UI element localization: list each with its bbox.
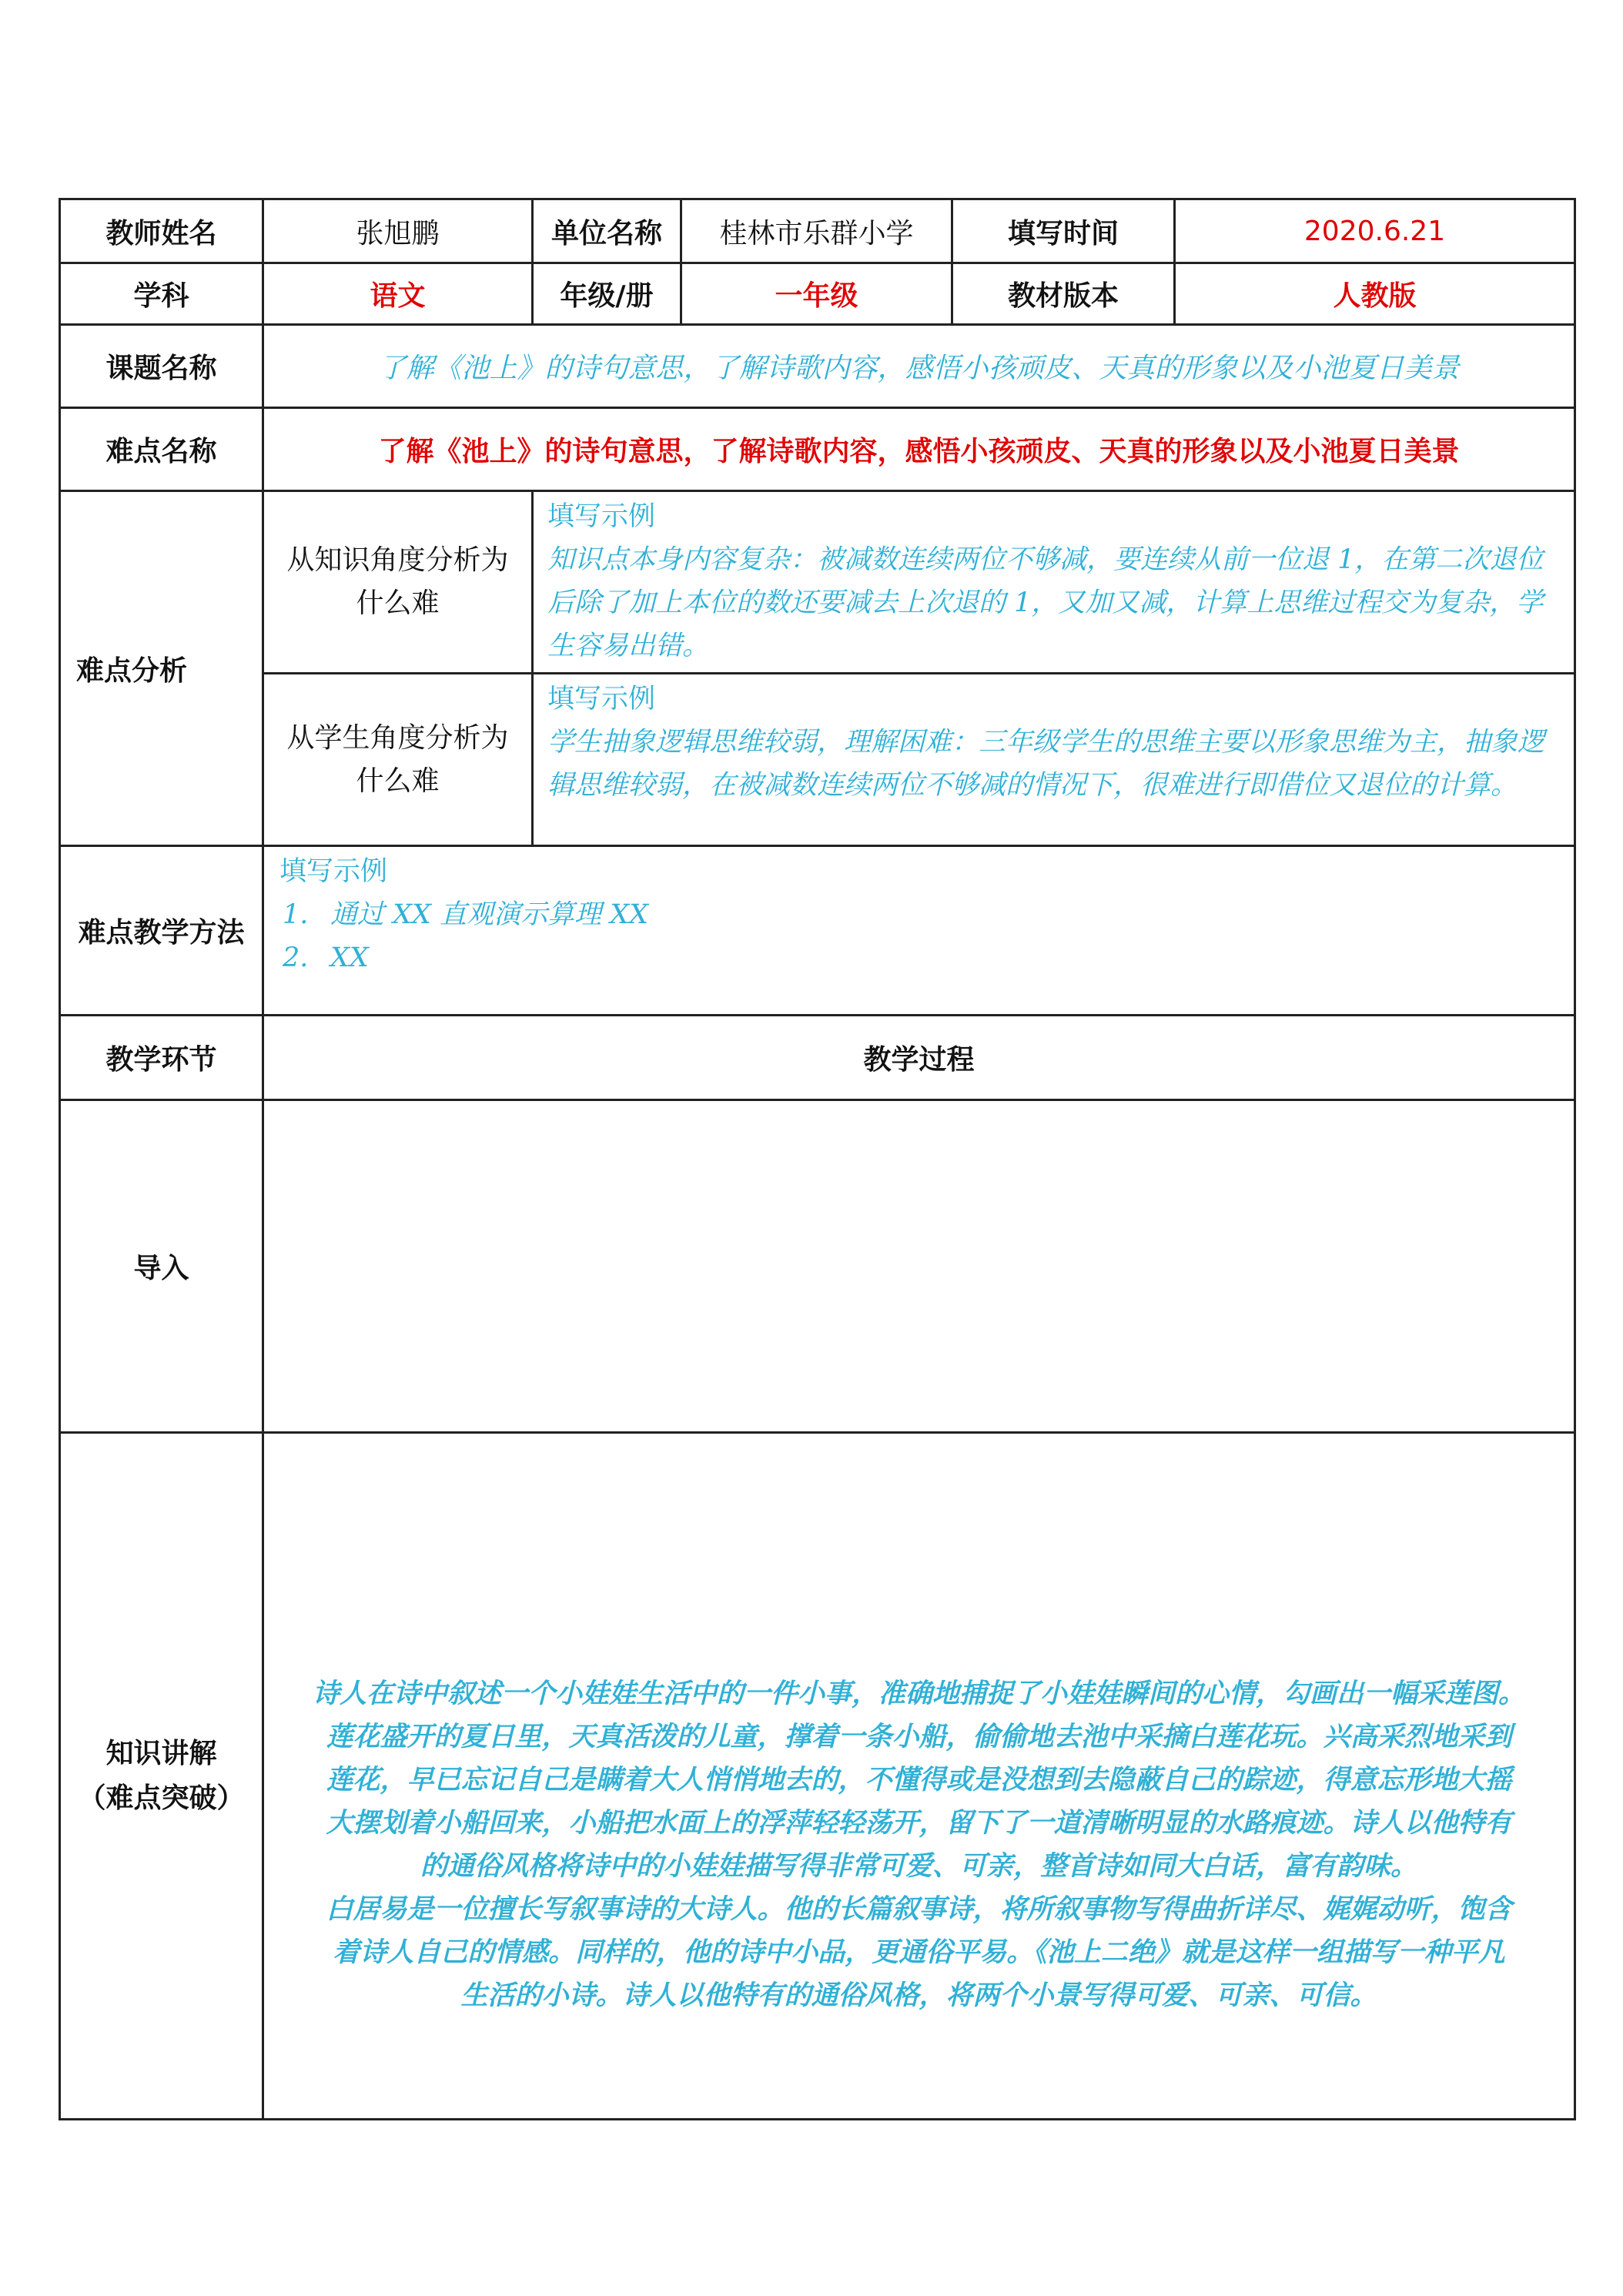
lesson-plan-table	[59, 198, 1576, 2120]
unit-label: 单位名称	[533, 199, 681, 263]
knowledge-explain-label-line2: （难点突破）	[78, 1782, 245, 1814]
method-item-number: 1.	[283, 899, 309, 930]
knowledge-line: 白居易是一位擅长写叙事诗的大诗人。他的长篇叙事诗，将所叙事物写得曲折详尽、娓娓动听，饱含	[326, 1893, 1512, 1925]
knowledge-line: 着诗人自己的情感。同样的，他的诗中小品，更通俗平易。《池上二绝》就是这样一组描写一种平凡	[333, 1936, 1505, 1968]
method-item-text: XX	[330, 942, 369, 973]
knowledge-example-text: 知识点本身内容复杂：被减数连续两位不够减，要连续从前一位退 1，在第二次退位后除了加上本位的数还要减去上次退的 1，又加又减，计算上思维过程交为复杂，学生容易出错。	[547, 544, 1544, 661]
difficulty-label: 难点名称	[60, 408, 263, 491]
student-angle-label	[263, 674, 533, 846]
topic-label: 课题名称	[60, 325, 263, 408]
process-label: 教学过程	[263, 1016, 1575, 1100]
process-header-row	[60, 1016, 1575, 1100]
method-item-text: 通过 XX 直观演示算理 XX	[330, 899, 649, 930]
knowledge-explain-label-line1: 知识讲解	[105, 1737, 217, 1769]
knowledge-example-header: 填写示例	[547, 501, 656, 532]
edition-label: 教材版本	[952, 263, 1175, 325]
method-item	[279, 936, 1558, 979]
methods-row	[60, 846, 1575, 1016]
knowledge-explain-content	[263, 1433, 1575, 2120]
knowledge-line: 诗人在诗中叙述一个小娃娃生活中的一件小事，准确地捕捉了小娃娃瞬间的心情，勾画出一幅采莲图。	[312, 1678, 1525, 1709]
knowledge-angle-label-line1: 从知识角度分析为	[286, 544, 509, 576]
edition-value: 人教版	[1175, 263, 1575, 325]
intro-label: 导入	[60, 1100, 263, 1433]
knowledge-line: 莲花盛开的夏日里，天真活泼的儿童，撑着一条小船，偷偷地去池中采摘白莲花玩。兴高采烈地采到	[326, 1721, 1512, 1752]
unit-name: 桂林市乐群小学	[681, 199, 952, 263]
subject-label: 学科	[60, 263, 263, 325]
knowledge-row	[60, 1433, 1575, 2120]
date-label: 填写时间	[952, 199, 1175, 263]
subject-value: 语文	[263, 263, 533, 325]
difficulty-row	[60, 408, 1575, 491]
analysis-student-row	[60, 674, 1575, 846]
method-item-number: 2.	[283, 942, 309, 973]
difficulty-value: 了解《池上》的诗句意思，了解诗歌内容，感悟小孩顽皮、天真的形象以及小池夏日美景	[263, 408, 1575, 491]
student-angle-label-line2: 什么难	[356, 765, 440, 797]
stage-label: 教学环节	[60, 1016, 263, 1100]
methods-content	[263, 846, 1575, 1016]
analysis-label: 难点分析	[60, 491, 263, 846]
lesson-plan-sheet	[59, 198, 1574, 2120]
intro-row	[60, 1100, 1575, 1433]
intro-content	[263, 1100, 1575, 1433]
methods-label: 难点教学方法	[60, 846, 263, 1016]
knowledge-explain-label	[60, 1433, 263, 2120]
knowledge-line: 莲花，早已忘记自己是瞒着大人悄悄地去的，不懂得或是没想到去隐蔽自己的踪迹，得意忘形地大摇	[326, 1764, 1512, 1796]
student-angle-content	[533, 674, 1575, 846]
topic-value: 了解《池上》的诗句意思，了解诗歌内容，感悟小孩顽皮、天真的形象以及小池夏日美景	[263, 325, 1575, 408]
grade-value: 一年级	[681, 263, 952, 325]
knowledge-line: 大摆划着小船回来，小船把水面上的浮萍轻轻荡开，留下了一道清晰明显的水路痕迹。诗人以他特有	[326, 1807, 1512, 1839]
methods-example-header: 填写示例	[279, 856, 388, 887]
topic-row	[60, 325, 1575, 408]
info-row-1	[60, 199, 1575, 263]
info-row-2	[60, 263, 1575, 325]
knowledge-angle-label-line2: 什么难	[356, 587, 440, 619]
grade-label: 年级/册	[533, 263, 681, 325]
analysis-knowledge-row	[60, 491, 1575, 674]
teacher-label: 教师姓名	[60, 199, 263, 263]
date-value: 2020.6.21	[1175, 199, 1575, 263]
student-angle-label-line1: 从学生角度分析为	[286, 721, 509, 754]
knowledge-line: 生活的小诗。诗人以他特有的通俗风格，将两个小景写得可爱、可亲、可信。	[460, 1980, 1377, 2011]
knowledge-line: 的通俗风格将诗中的小娃娃描写得非常可爱、可亲，整首诗如同大白话，富有韵味。	[420, 1850, 1417, 1882]
knowledge-angle-content	[533, 491, 1575, 674]
teacher-name: 张旭鹏	[263, 199, 533, 263]
knowledge-angle-label	[263, 491, 533, 674]
method-item	[279, 893, 1558, 936]
student-example-header: 填写示例	[547, 684, 656, 715]
student-example-text: 学生抽象逻辑思维较弱，理解困难：三年级学生的思维主要以形象思维为主，抽象逻辑思维较弱，在被减数连续两位不够减的情况下，很难进行即借位又退位的计算。	[547, 727, 1545, 801]
